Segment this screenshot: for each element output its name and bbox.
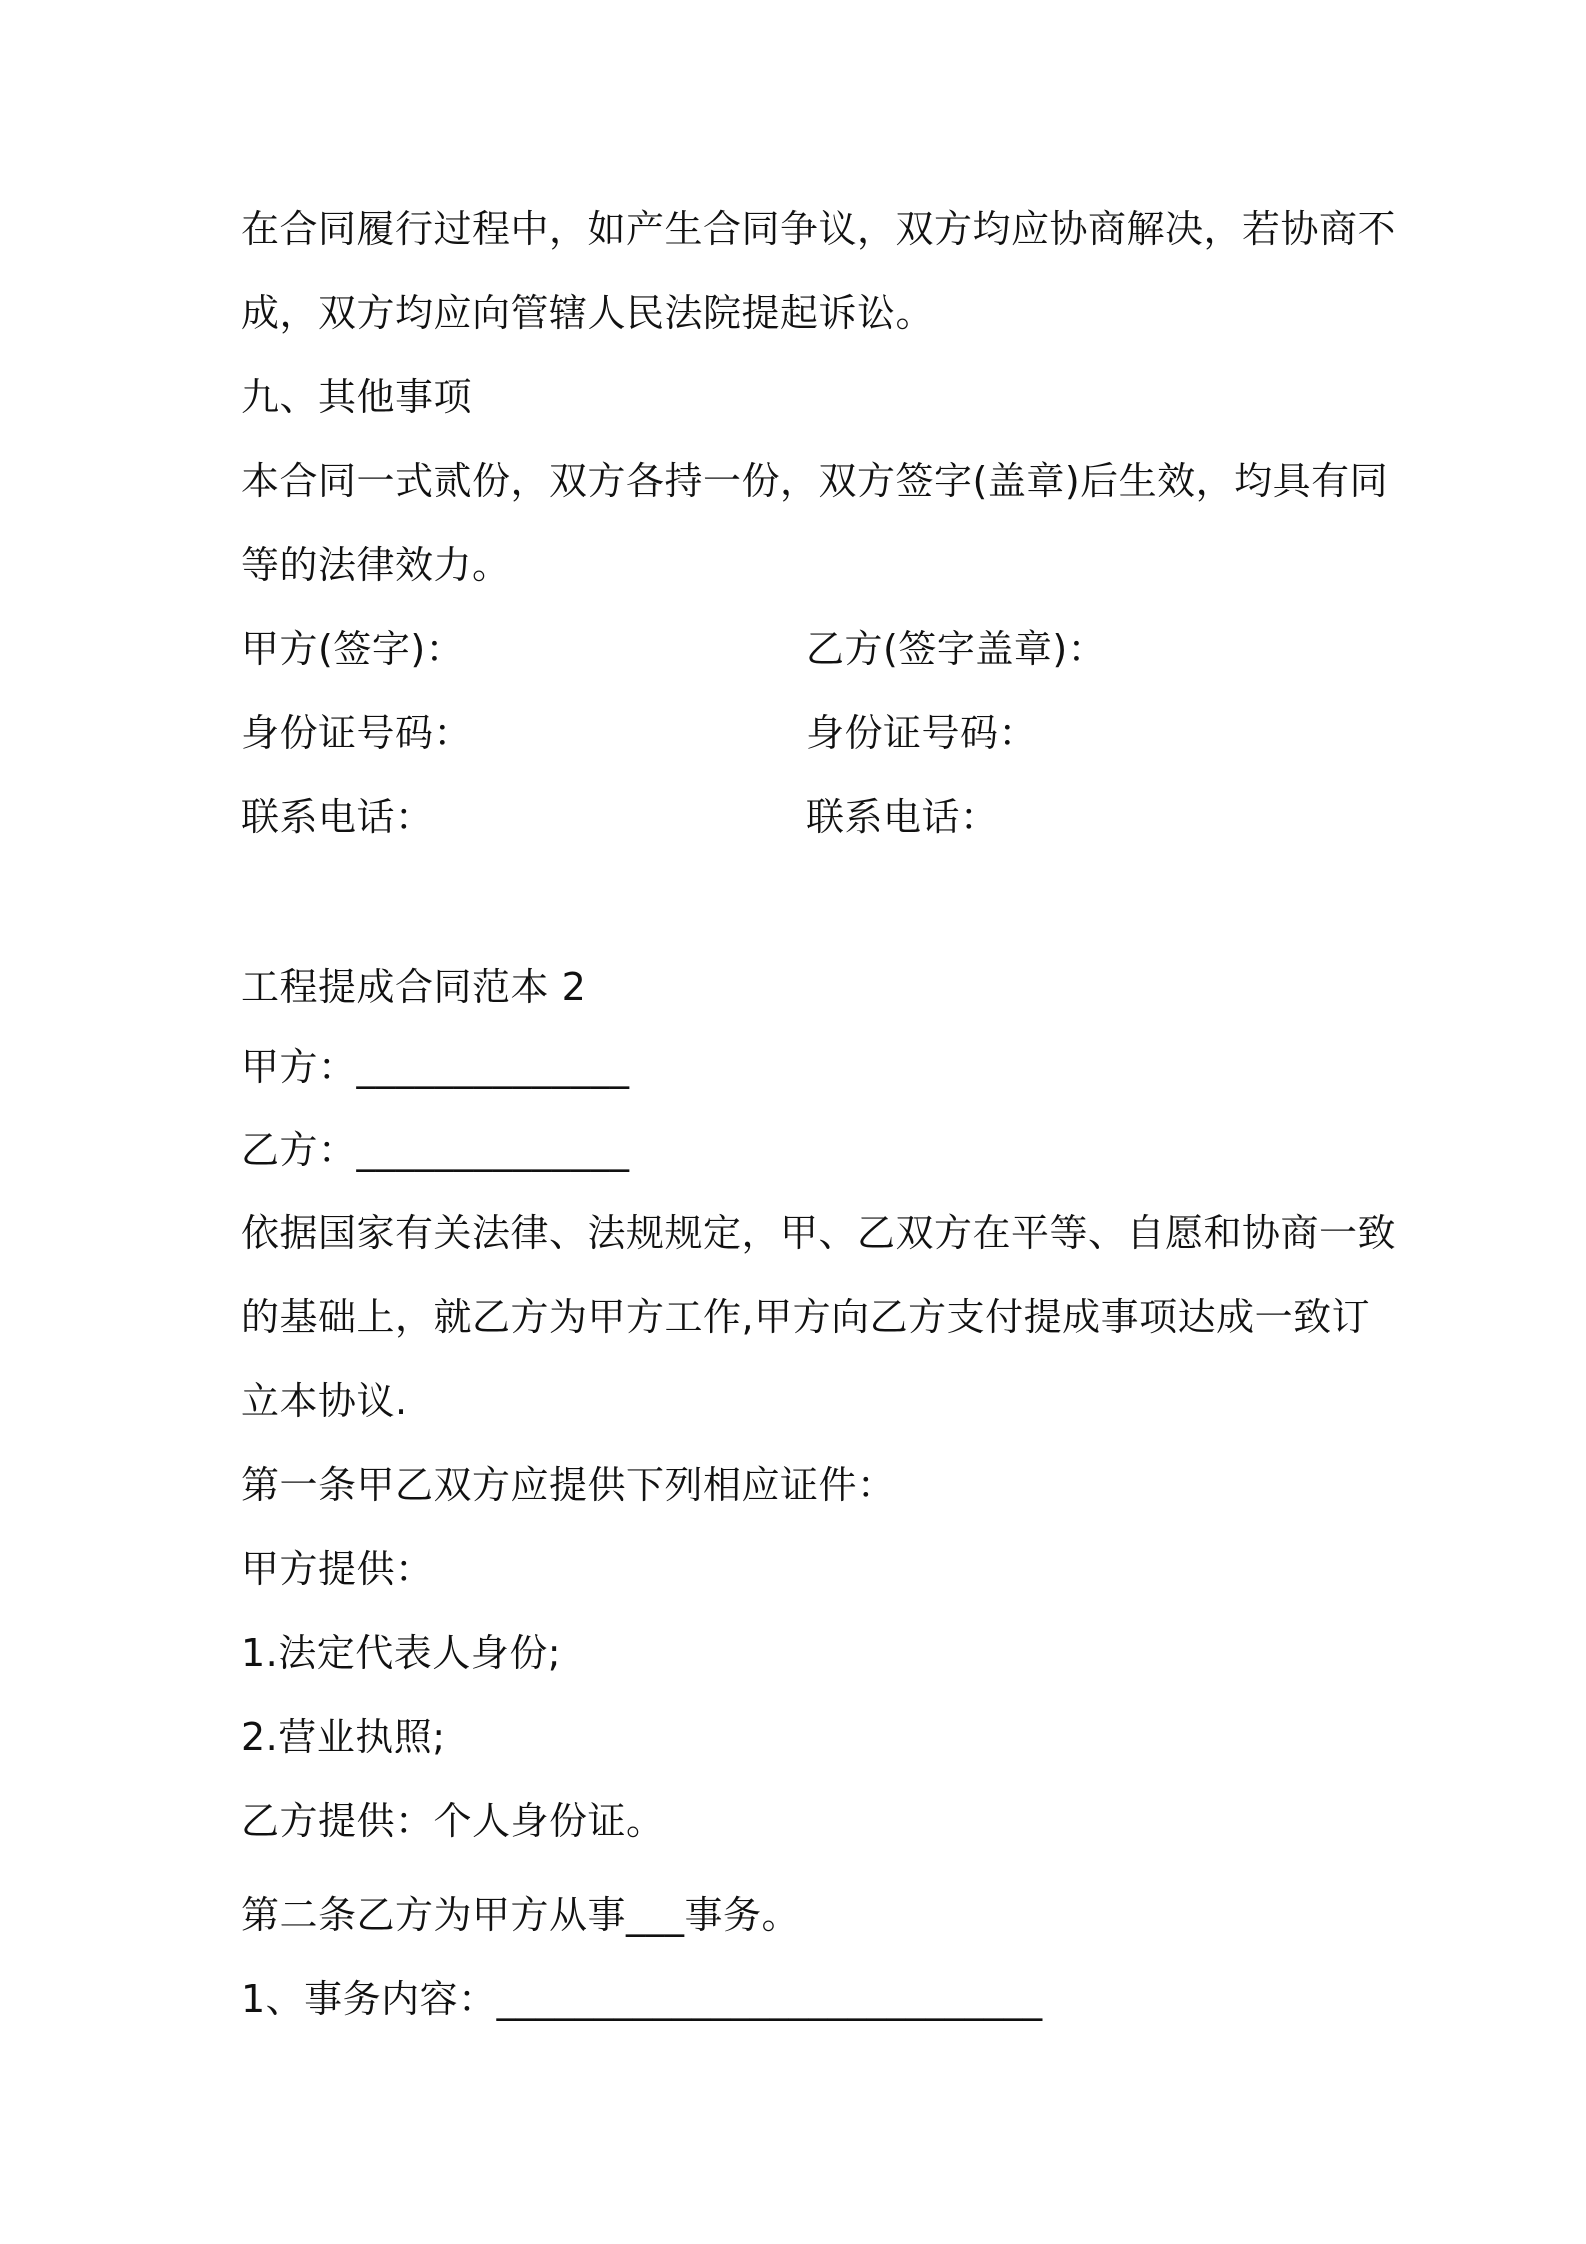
party-a-id-label: 身份证号码： bbox=[241, 711, 473, 755]
party-a-field: 甲方：______________ bbox=[241, 1045, 630, 1089]
party-b-field: 乙方：______________ bbox=[241, 1128, 630, 1172]
party-b-signature-label: 乙方(签字盖章)： bbox=[806, 627, 1107, 671]
party-b-phone-label: 联系电话： bbox=[806, 795, 999, 839]
preamble-line: 的基础上，就乙方为甲方工作,甲方向乙方支付提成事项达成一致订 bbox=[241, 1295, 1371, 1339]
party-a-signature-label: 甲方(签字)： bbox=[241, 627, 465, 671]
section-heading: 九、其他事项 bbox=[241, 375, 473, 419]
preamble-line: 立本协议. bbox=[241, 1379, 408, 1423]
party-b-id-label: 身份证号码： bbox=[806, 711, 1038, 755]
paragraph-line: 本合同一式贰份，双方各持一份，双方签字(盖章)后生效，均具有同 bbox=[241, 459, 1389, 503]
party-a-provides-label: 甲方提供： bbox=[241, 1547, 434, 1591]
work-content-field: 1、事务内容：____________________________ bbox=[241, 1977, 1043, 2021]
article-1-heading: 第一条甲乙双方应提供下列相应证件： bbox=[241, 1463, 896, 1507]
preamble-line: 依据国家有关法律、法规规定，甲、乙双方在平等、自愿和协商一致 bbox=[241, 1211, 1397, 1255]
party-a-phone-label: 联系电话： bbox=[241, 795, 434, 839]
paragraph-line: 在合同履行过程中，如产生合同争议，双方均应协商解决，若协商不 bbox=[241, 207, 1397, 251]
party-b-provides-label: 乙方提供：个人身份证。 bbox=[241, 1799, 665, 1843]
list-item: 2.营业执照; bbox=[241, 1715, 446, 1759]
contract-title: 工程提成合同范本 2 bbox=[241, 965, 587, 1009]
paragraph-line: 成，双方均应向管辖人民法院提起诉讼。 bbox=[241, 291, 935, 335]
list-item: 1.法定代表人身份; bbox=[241, 1631, 562, 1675]
paragraph-line: 等的法律效力。 bbox=[241, 543, 511, 587]
article-2-heading: 第二条乙方为甲方从事___事务。 bbox=[241, 1893, 801, 1937]
